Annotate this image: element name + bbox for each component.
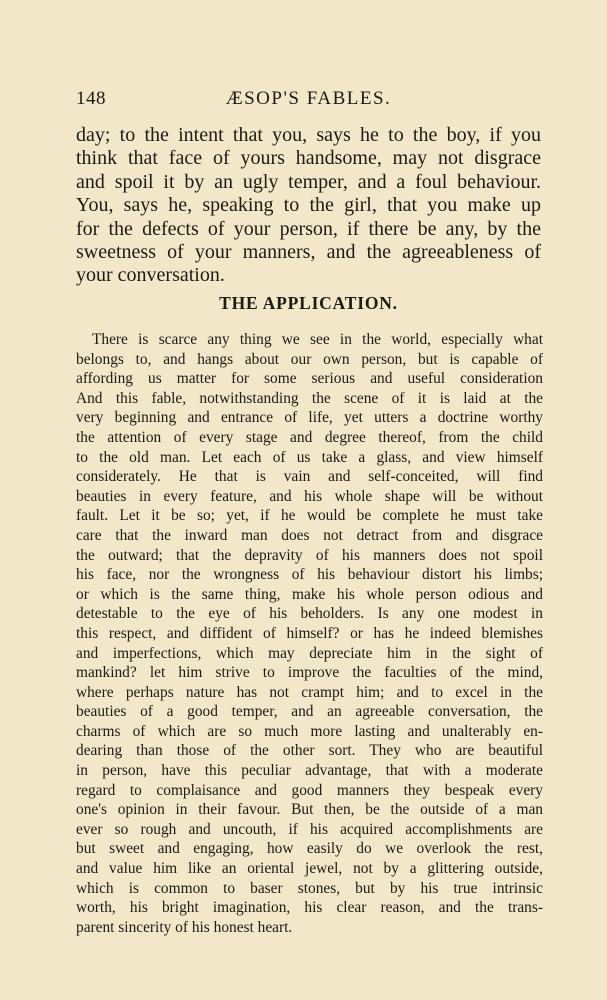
running-title: ÆSOP'S FABLES. [225, 88, 392, 109]
text-line: fault. Let it be so; yet, if he would be complete he must take [76, 507, 543, 525]
text-line: ever so rough and uncouth, if his acquired accomplishments are [76, 820, 543, 838]
text-line: and value him like an oriental jewel, not by a glittering outside, [76, 860, 543, 878]
text-line: charms of which are so much more lasting and unalterably en- [76, 722, 543, 740]
text-line: regard to complaisance and good manners they bespeak every [76, 781, 543, 799]
text-line: You, says he, speaking to the girl, that you make up [76, 194, 541, 217]
text-line: in person, have this peculiar advantage, that with a moderate [76, 762, 543, 780]
text-line: and spoil it by an ugly temper, and a foul behaviour. [76, 170, 541, 193]
text-line: detestable to the eye of his beholders. Is any one modest in [76, 605, 543, 623]
text-line: day; to the intent that you, says he to the boy, if you [76, 124, 541, 146]
text-line: And this fable, notwithstanding the scene of it is laid at the [76, 389, 543, 407]
text-line: to the old man. Let each of us take a glass, and view himself [76, 448, 543, 466]
fable-text [76, 124, 541, 288]
text-line: considerately. He that is vain and self-conceited, will find [76, 468, 543, 486]
section-heading: THE APPLICATION. [219, 293, 398, 313]
text-line: which is common to baser stones, but by his true intrinsic [76, 879, 543, 897]
text-line: very beginning and entrance of life, yet utters a doctrine worthy [76, 409, 543, 427]
text-line: beauties of a good temper, and an agreeable conversation, the [76, 703, 543, 721]
text-line: his face, nor the wrongness of his behaviour distort his limbs; [76, 566, 543, 584]
page-number: 148 [76, 88, 106, 109]
text-line: one's opinion in their favour. But then, be the outside of a man [76, 801, 543, 819]
text-line: dearing than those of the other sort. They who are beautiful [76, 742, 543, 760]
text-line: think that face of yours handsome, may not disgrace [76, 147, 541, 170]
text-line: for the defects of your person, if there be any, by the [76, 217, 541, 240]
text-line: the attention of every stage and degree thereof, from the child [76, 428, 543, 446]
text-line: beauties in every feature, and his whole shape will be without [76, 487, 543, 505]
text-line: belongs to, and hangs about our own person, but is capable of [76, 350, 543, 368]
text-line: this respect, and diffident of himself? or has he indeed blemishes [76, 624, 543, 642]
text-line: sweetness of your manners, and the agreeableness of [76, 241, 541, 264]
text-line: your conversation. [76, 264, 225, 287]
text-line: mankind? let him strive to improve the faculties of the mind, [76, 664, 543, 682]
text-line: worth, his bright imagination, his clear reason, and the trans- [76, 899, 543, 917]
text-line: the outward; that the depravity of his manners does not spoil [76, 546, 543, 564]
text-line: and imperfections, which may depreciate him in the sight of [76, 644, 543, 662]
application-text [76, 330, 543, 937]
text-line: affording us matter for some serious and useful consideration [76, 370, 543, 388]
text-line: There is scarce any thing we see in the world, especially what [92, 331, 543, 348]
page-header [76, 88, 541, 110]
text-line: parent sincerity of his honest heart. [76, 918, 293, 936]
text-line: but sweet and engaging, how easily do we overlook the rest, [76, 840, 543, 858]
text-line: or which is the same thing, make his whole person odious and [76, 585, 543, 603]
text-line: care that the inward man does not detract from and disgrace [76, 526, 543, 544]
text-line: where perhaps nature has not crampt him; and to excel in the [76, 683, 543, 701]
